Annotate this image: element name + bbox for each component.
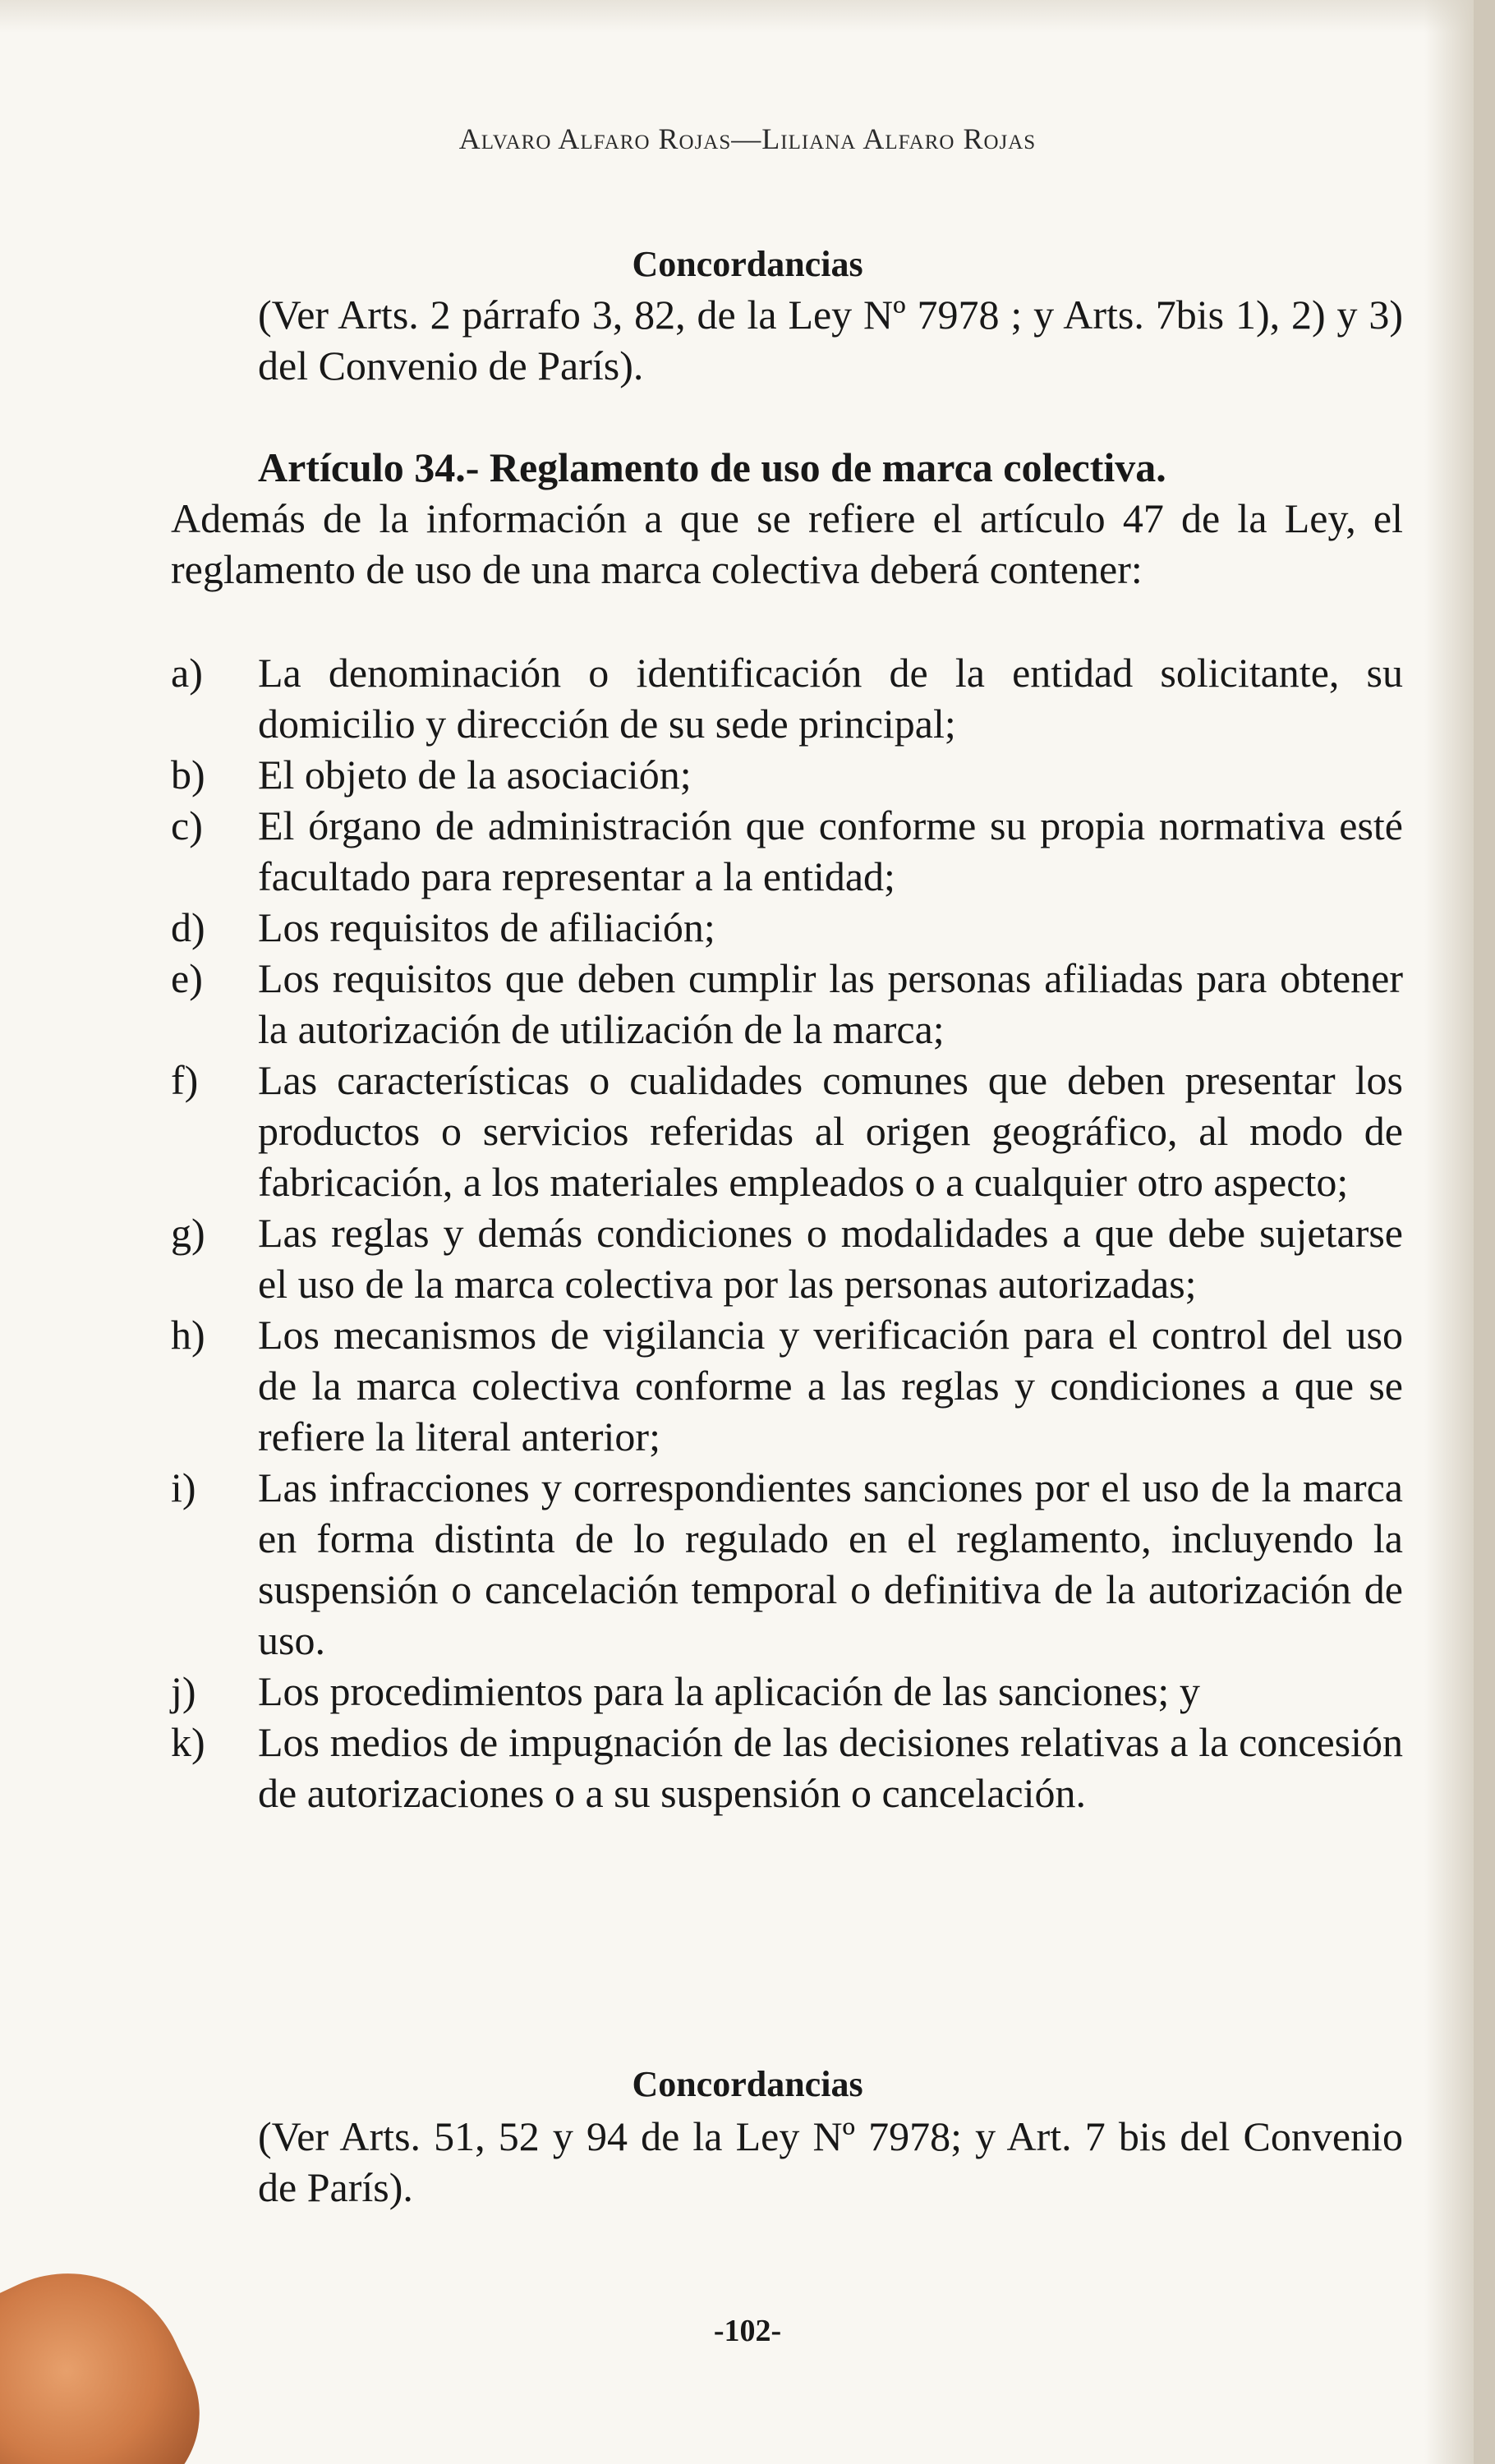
concordancias-text-1-body: (Ver Arts. 2 párrafo 3, 82, de la Ley Nº 7978 ; y Arts. 7bis 1), 2) y 3) del Convenio de París). (258, 292, 1403, 388)
list-item-text: Los requisitos de afiliación; (258, 904, 715, 950)
page-top-shadow (0, 0, 1474, 33)
list-item (171, 1462, 1403, 1666)
list-item-text: Las características o cualidades comunes que deben presentar los productos o servicios referidas al origen geográfico, al modo de fabricación, a los materiales empleados o a cualquier otro aspecto; (258, 1057, 1403, 1205)
running-head: Alvaro Alfaro Rojas—Liliana Alfaro Rojas (458, 122, 1037, 155)
list-item (171, 647, 1403, 749)
requirements-list (171, 647, 1403, 1818)
list-item-letter: d) (171, 904, 205, 950)
concordancias-text-2 (171, 2111, 1403, 2213)
list-item-letter: a) (171, 650, 203, 696)
list-item-letter: k) (171, 1719, 205, 1765)
list-item-text: Los requisitos que deben cumplir las personas afiliadas para obtener la autorización de utilización de la marca; (258, 955, 1403, 1052)
list-item (171, 1309, 1403, 1462)
list-item-letter: b) (171, 752, 205, 798)
list-item-text: El objeto de la asociación; (258, 752, 692, 798)
concordancias-text-1 (171, 289, 1403, 391)
finger-photo (0, 2235, 229, 2464)
list-item-letter: f) (171, 1057, 199, 1103)
list-item-text: Las infracciones y correspondientes sanciones por el uso de la marca en forma distinta de lo regulado en el reglamento, incluyendo la suspensión o cancelación temporal o definitiva de la autorización de uso. (258, 1464, 1403, 1663)
concordancias-heading-1: Concordancias (632, 244, 863, 284)
concordancias-heading-2: Concordancias (632, 2064, 863, 2104)
article-34 (171, 442, 1403, 595)
concordancias-text-2-body: (Ver Arts. 51, 52 y 94 de la Ley Nº 7978; y Art. 7 bis del Convenio de París). (258, 2113, 1403, 2210)
list-item-letter: j) (171, 1668, 196, 1714)
list-item-letter: e) (171, 955, 203, 1001)
list-item-text: El órgano de administración que conforme su propia normativa esté facultado para representar a la entidad; (258, 802, 1403, 899)
list-item (171, 902, 1403, 953)
list-item (171, 1666, 1403, 1717)
list-item (171, 953, 1403, 1055)
list-item (171, 749, 1403, 800)
list-item-letter: g) (171, 1210, 205, 1256)
list-item-text: Los mecanismos de vigilancia y verificación para el control del uso de la marca colectiva conforme a las reglas y condiciones a que se refiere la literal anterior; (258, 1312, 1403, 1460)
list-item-text: Los medios de impugnación de las decisiones relativas a la concesión de autorizaciones o a su suspensión o cancelación. (258, 1719, 1403, 1816)
list-item-letter: c) (171, 802, 203, 848)
list-item-text: La denominación o identificación de la entidad solicitante, su domicilio y dirección de su sede principal; (258, 650, 1403, 747)
list-item-letter: h) (171, 1312, 205, 1358)
article-title-text: Artículo 34.- Reglamento de uso de marca colectiva. (258, 444, 1166, 490)
article-title (171, 442, 1403, 493)
list-item (171, 1207, 1403, 1309)
list-item (171, 800, 1403, 902)
list-item-text: Las reglas y demás condiciones o modalidades a que debe sujetarse el uso de la marca colectiva por las personas autorizadas; (258, 1210, 1403, 1307)
list-item-text: Los procedimientos para la aplicación de las sanciones; y (258, 1668, 1200, 1714)
list-item (171, 1055, 1403, 1207)
list-item-letter: i) (171, 1464, 196, 1510)
page-number: -102- (713, 2314, 782, 2348)
list-item (171, 1717, 1403, 1818)
article-intro: Además de la información a que se refiere el artículo 47 de la Ley, el reglamento de uso de una marca colectiva deberá contener: (171, 495, 1403, 592)
